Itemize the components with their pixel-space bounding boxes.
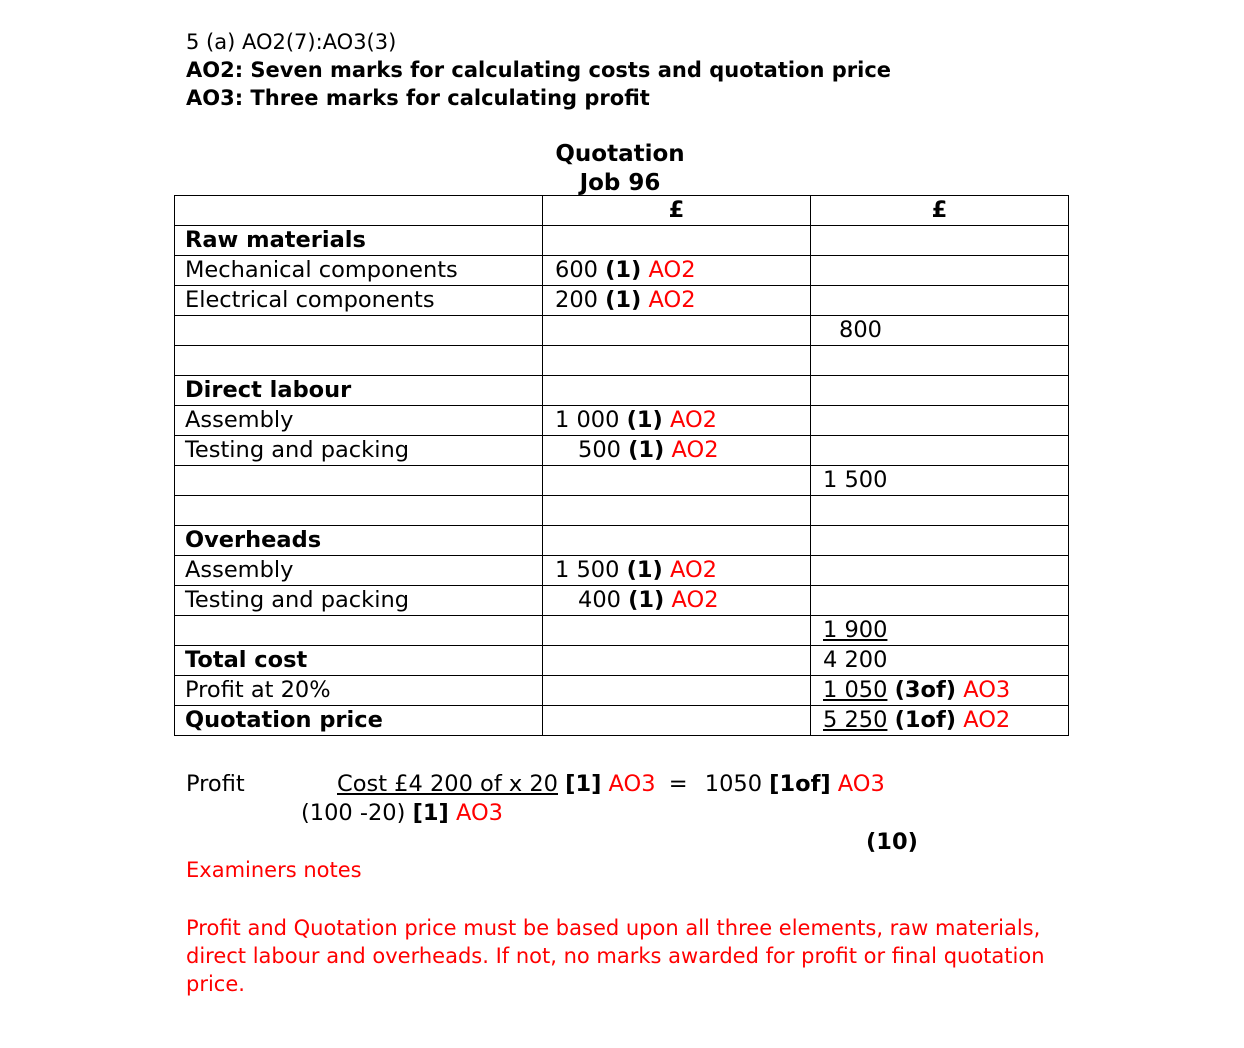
table-row <box>175 496 1069 526</box>
labour-assembly-value-cell: 1 000 (1) AO2 <box>543 406 811 436</box>
table-row <box>175 586 1069 616</box>
question-number-line: 5 (a) AO2(7):AO3(3) <box>186 30 397 54</box>
ao2-description: AO2: Seven marks for calculating costs and quotation price <box>186 58 892 82</box>
table-row <box>175 256 1069 286</box>
quotation-table <box>174 195 1069 736</box>
item-labour-assembly: Assembly <box>175 406 543 436</box>
quotation-heading: Quotation <box>555 141 685 167</box>
section-raw-materials: Raw materials <box>175 226 543 256</box>
labour-testing-value-cell: 500 (1) AO2 <box>543 436 811 466</box>
table-row <box>175 616 1069 646</box>
item-labour-testing: Testing and packing <box>175 436 543 466</box>
table-row <box>175 466 1069 496</box>
table-header-row <box>175 196 1069 226</box>
item-overhead-assembly: Assembly <box>175 556 543 586</box>
total-cost-value: 4 200 <box>811 646 1069 676</box>
quotation-title <box>520 140 720 198</box>
profit-calc-label: Profit <box>186 771 245 797</box>
total-cost-label: Total cost <box>175 646 543 676</box>
quotation-price-value-cell: 5 250 (1of) AO2 <box>811 706 1069 736</box>
question-header <box>186 28 891 112</box>
direct-labour-total: 1 500 <box>811 466 1069 496</box>
total-marks: (10) <box>866 829 918 855</box>
section-overheads: Overheads <box>175 526 543 556</box>
electrical-value-cell: 200 (1) AO2 <box>543 286 811 316</box>
profit-calc-numerator: Cost £4 200 of x 20 [1] AO3 = 1050 [1of] AO3 <box>337 771 885 797</box>
ao3-description: AO3: Three marks for calculating profit <box>186 86 650 110</box>
examiners-notes-heading: Examiners notes <box>186 858 362 882</box>
table-row <box>175 226 1069 256</box>
examiners-notes-text: Profit and Quotation price must be based upon all three elements, raw materials, direct labour and overheads. If not, no marks awarded for profit or final quotation price. <box>186 916 1045 996</box>
table-row <box>175 346 1069 376</box>
table-row <box>175 676 1069 706</box>
mechanical-value-cell: 600 (1) AO2 <box>543 256 811 286</box>
table-row <box>175 526 1069 556</box>
table-row <box>175 556 1069 586</box>
profit-label: Profit at 20% <box>175 676 543 706</box>
item-overhead-testing: Testing and packing <box>175 586 543 616</box>
table-row <box>175 286 1069 316</box>
table-row <box>175 646 1069 676</box>
item-electrical-components: Electrical components <box>175 286 543 316</box>
header-cell-empty <box>175 196 543 226</box>
header-cell-pounds-2: £ <box>811 196 1069 226</box>
overhead-testing-value-cell: 400 (1) AO2 <box>543 586 811 616</box>
table-row <box>175 376 1069 406</box>
job-number: Job 96 <box>579 170 661 196</box>
table-row <box>175 436 1069 466</box>
table-row <box>175 406 1069 436</box>
table-row <box>175 316 1069 346</box>
overhead-assembly-value-cell: 1 500 (1) AO2 <box>543 556 811 586</box>
quotation-price-label: Quotation price <box>175 706 543 736</box>
section-direct-labour: Direct labour <box>175 376 543 406</box>
profit-calc-denominator: (100 -20) [1] AO3 <box>301 800 503 826</box>
header-cell-pounds-1: £ <box>543 196 811 226</box>
item-mechanical-components: Mechanical components <box>175 256 543 286</box>
raw-materials-total: 800 <box>811 316 1069 346</box>
table-row <box>175 706 1069 736</box>
overheads-total: 1 900 <box>811 616 1069 646</box>
profit-value-cell: 1 050 (3of) AO3 <box>811 676 1069 706</box>
